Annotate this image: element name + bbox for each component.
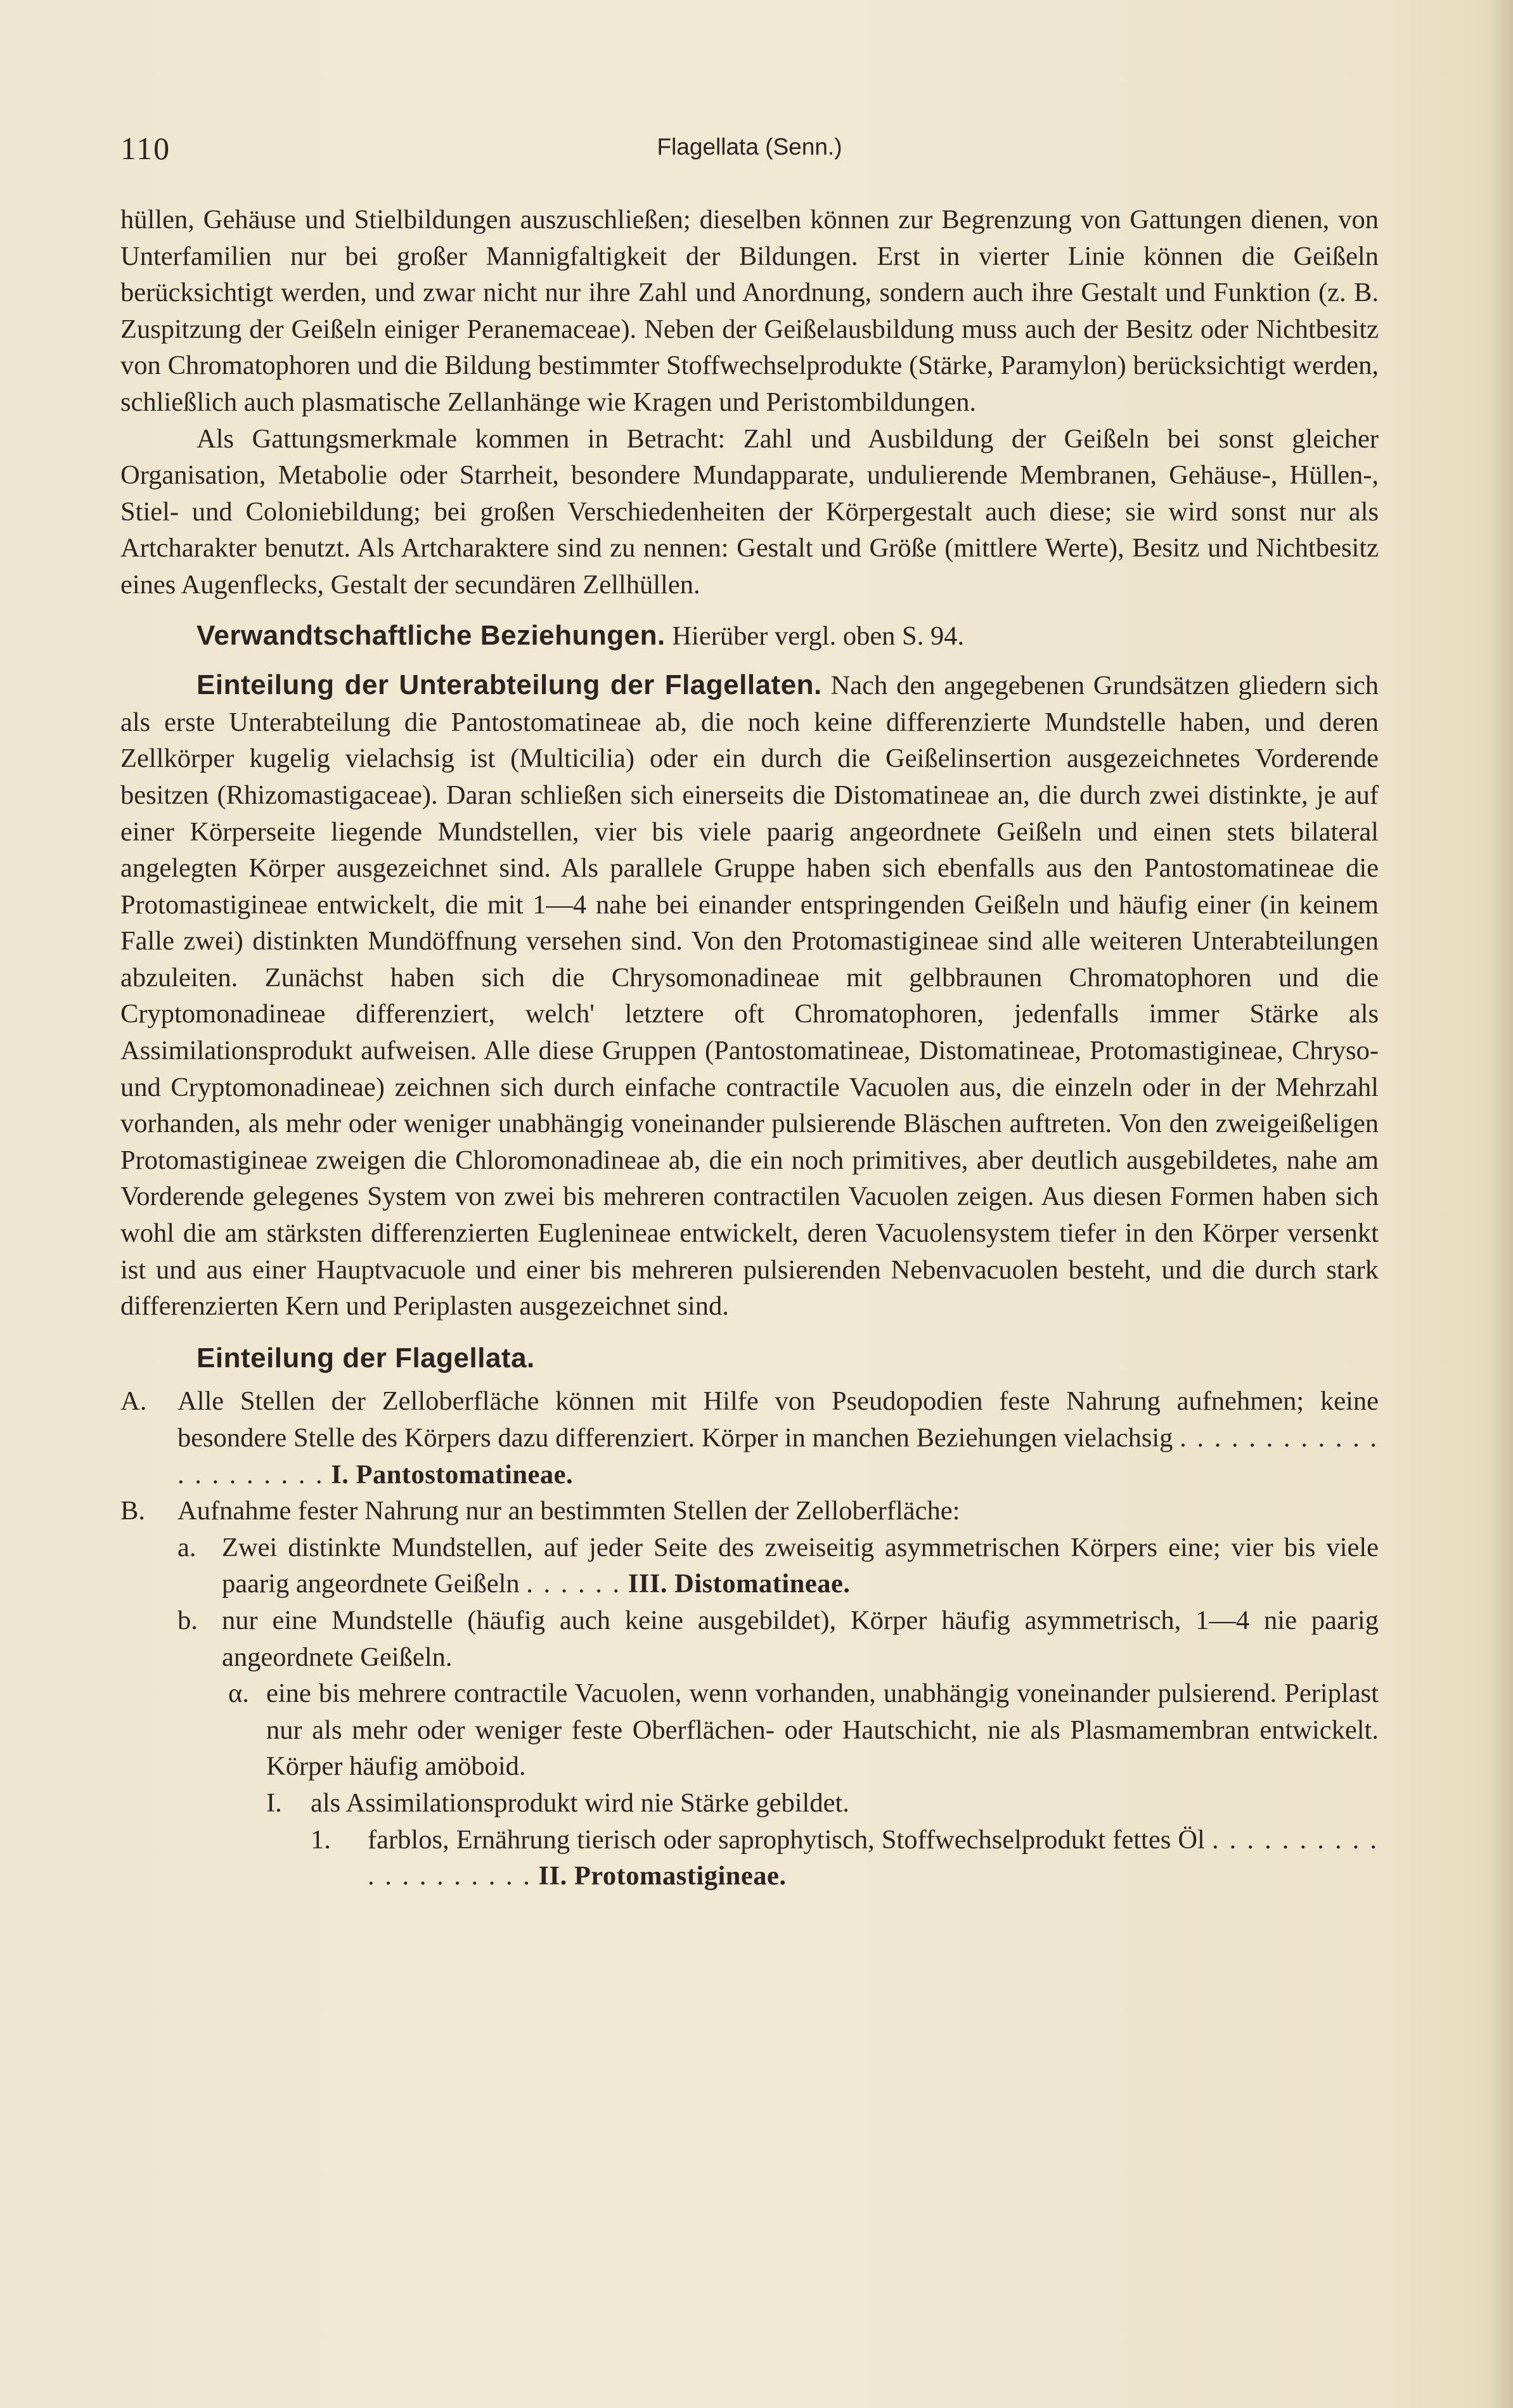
section-einteilung-flagellata	[120, 1340, 1379, 1377]
section-text-einteilung-unterabteilung: Nach den angegebenen Grundsätzen gliedern sich als erste Unterabteilung die Pantostomatineae ab, die noch keine differenzierte Mundstelle haben, und deren Zellkörper kugelig vielachsig ist (Multicilia) oder ein durch die Geißelinsertion ausgezeichnetes Vorderende besitzen (Rhizomastigaceae). Daran schließen sich einerseits die Distomatineae an, die durch zwei distinkte, je auf einer Körperseite liegende Mundstellen, vier bis viele paarig angeordnete Geißeln und einen stets bilateral angelegten Körper ausgezeichnet sind. Als parallele Gruppe haben sich ebenfalls aus den Pantostomatineae die Protomastigineae entwickelt, die mit 1—4 nahe bei einander entspringenden Geißeln und häufig einer (in keinem Falle zwei) distinkten Mundöffnung versehen sind. Von den Protomastigineae sind alle weiteren Unterabteilungen abzuleiten. Zunächst haben sich die Chrysomonadineae mit gelbbraunen Chromatophoren und die Cryptomonadineae differenziert, welch' letztere oft Chromatophoren, jedenfalls immer Stärke als Assimilationsprodukt aufweisen. Alle diese Gruppen (Pantostomatineae, Distomatineae, Protomastigineae, Chryso- und Cryptomonadineae) zeichnen sich durch einfache contractile Vacuolen aus, die einzeln oder in der Mehrzahl vorhanden, als mehr oder weniger unabhängig voneinander pulsierende Bläschen auftreten. Von den zweigeißeligen Protomastigineae zweigen die Chloromonadineae ab, die ein noch primitives, aber deutlich ausgebildetes, nahe am Vorderende gelegenes System von zwei bis mehreren contractilen Vacuolen zeigen. Aus diesen Formen haben sich wohl die am stärksten differenzierten Euglenineae entwickelt, deren Vacuolensystem tiefer in den Körper versenkt ist und aus einer Hauptvacuole und einer bis mehreren pulsierenden Nebenvacuolen besteht, und die durch stark differenzierten Kern und Periplasten ausgezeichnet sind.	[120, 671, 1379, 1322]
key-label-Bb-alpha: α.	[228, 1678, 249, 1709]
key-label-B: B.	[120, 1496, 145, 1526]
key-label-Bb-alpha-I: I.	[266, 1787, 282, 1818]
key-dots-A: . . . . . . . . . . . . . . . . . . . . .	[177, 1423, 1379, 1490]
key-desc-B: Aufnahme fester Nahrung nur an bestimmten Stellen der Zelloberfläche:	[177, 1496, 960, 1526]
key-text-A	[177, 1383, 1379, 1493]
key-text-Ba	[222, 1529, 1379, 1602]
key-entry-B	[120, 1493, 1379, 1529]
key-label-Bb-alpha-I-1: 1.	[311, 1824, 331, 1855]
key-entry-Ba	[120, 1529, 1379, 1602]
key-taxon-Ba: III. Distomatineae.	[628, 1569, 851, 1599]
key-entry-Bb-alpha	[120, 1675, 1379, 1785]
key-desc-Bb-alpha-I: als Assimilationsprodukt wird nie Stärke gebildet.	[311, 1787, 849, 1818]
key-label-Bb: b.	[177, 1605, 198, 1635]
key-desc-Bb-alpha: eine bis mehrere contractile Vacuolen, wenn vorhanden, unabhängig voneinander pulsierend. Periplast nur als mehr oder weniger feste Oberflächen- oder Hautschicht, nie als Plasmamembran entwickelt. Körper häufig amöboid.	[266, 1678, 1379, 1782]
page-header	[120, 130, 1379, 174]
section-heading-einteilung-flagellata: Einteilung der Flagellata.	[196, 1342, 535, 1374]
section-heading-verwandtschaft: Verwandtschaftliche Beziehungen.	[196, 619, 666, 651]
key-desc-Ba: Zwei distinkte Mundstellen, auf jeder Seite des zweiseitig asymmetrischen Körpers eine; vier bis viele paarig angeordnete Geißeln	[222, 1532, 1379, 1599]
key-entry-Bb	[120, 1602, 1379, 1675]
key-text-Bb-alpha-I-1	[368, 1822, 1379, 1895]
key-desc-Bb: nur eine Mundstelle (häufig auch keine ausgebildet), Körper häufig asymmetrisch, 1—4 nie paarig angeordnete Geißeln.	[222, 1605, 1379, 1672]
scan-edge-shadow	[1488, 0, 1513, 2408]
key-entry-Bb-alpha-I-1	[120, 1822, 1379, 1895]
section-text-verwandtschaft: Hierüber vergl. oben S. 94.	[672, 621, 965, 651]
classification-key	[120, 1383, 1379, 1894]
section-heading-einteilung-unterabteilung: Einteilung der Unterabteilung der Flagellaten.	[196, 669, 822, 701]
page-number: 110	[120, 131, 171, 166]
section-einteilung-unterabteilung	[120, 667, 1379, 1325]
key-label-Ba: a.	[177, 1532, 196, 1562]
running-title: Flagellata (Senn.)	[657, 134, 842, 160]
key-label-A: A.	[120, 1386, 147, 1417]
paragraph-1: hüllen, Gehäuse und Stielbildungen auszuschließen; dieselben können zur Begrenzung von Gattungen dienen, von Unterfamilien nur bei großer Mannigfaltigkeit der Bildungen. Erst in vierter Linie können die Geißeln berücksichtigt werden, und zwar nicht nur ihre Zahl und Anordnung, sondern auch ihre Gestalt und Funktion (z. B. Zuspitzung der Geißeln einiger Peranemaceae). Neben der Geißelausbildung muss auch der Besitz oder Nichtbesitz von Chromatophoren und die Bildung bestimmter Stoffwechselprodukte (Stärke, Paramylon) berücksichtigt werden, schließlich auch plasmatische Zellanhänge wie Kragen und Peristombildungen.	[120, 205, 1379, 417]
key-dots-Ba: . . . . . .	[526, 1569, 622, 1599]
key-desc-A: Alle Stellen der Zelloberfläche können mit Hilfe von Pseudopodien feste Nahrung aufnehmen; keine besondere Stelle des Körpers dazu differenziert. Körper in manchen Beziehungen vielachsig	[177, 1386, 1379, 1453]
key-taxon-A: I. Pantostomatineae.	[331, 1459, 574, 1490]
key-dots-Bb-alpha-I-1: . . . . . . . . . . . . . . . . . . . .	[368, 1824, 1379, 1891]
key-taxon-Bb-alpha-I-1: II. Protomastigineae.	[538, 1861, 787, 1891]
key-entry-Bb-alpha-I	[120, 1785, 1379, 1822]
page-body	[120, 202, 1379, 1895]
key-desc-Bb-alpha-I-1: farblos, Ernährung tierisch oder saprophytisch, Stoffwechselprodukt fettes Öl	[368, 1824, 1205, 1855]
key-entry-A	[120, 1383, 1379, 1493]
paragraph-2: Als Gattungsmerkmale kommen in Betracht: Zahl und Ausbildung der Geißeln bei sonst gleicher Organisation, Metabolie oder Starrheit, besondere Mundapparate, undulierende Membranen, Gehäuse-, Hüllen-, Stiel- und Coloniebildung; bei großen Verschiedenheiten der Körpergestalt auch diese; sie wird sonst nur als Artcharakter benutzt. Als Artcharaktere sind zu nennen: Gestalt und Größe (mittlere Werte), Besitz und Nichtbesitz eines Augenflecks, Gestalt der secundären Zellhüllen.	[120, 423, 1379, 600]
section-verwandtschaft	[120, 617, 1379, 655]
